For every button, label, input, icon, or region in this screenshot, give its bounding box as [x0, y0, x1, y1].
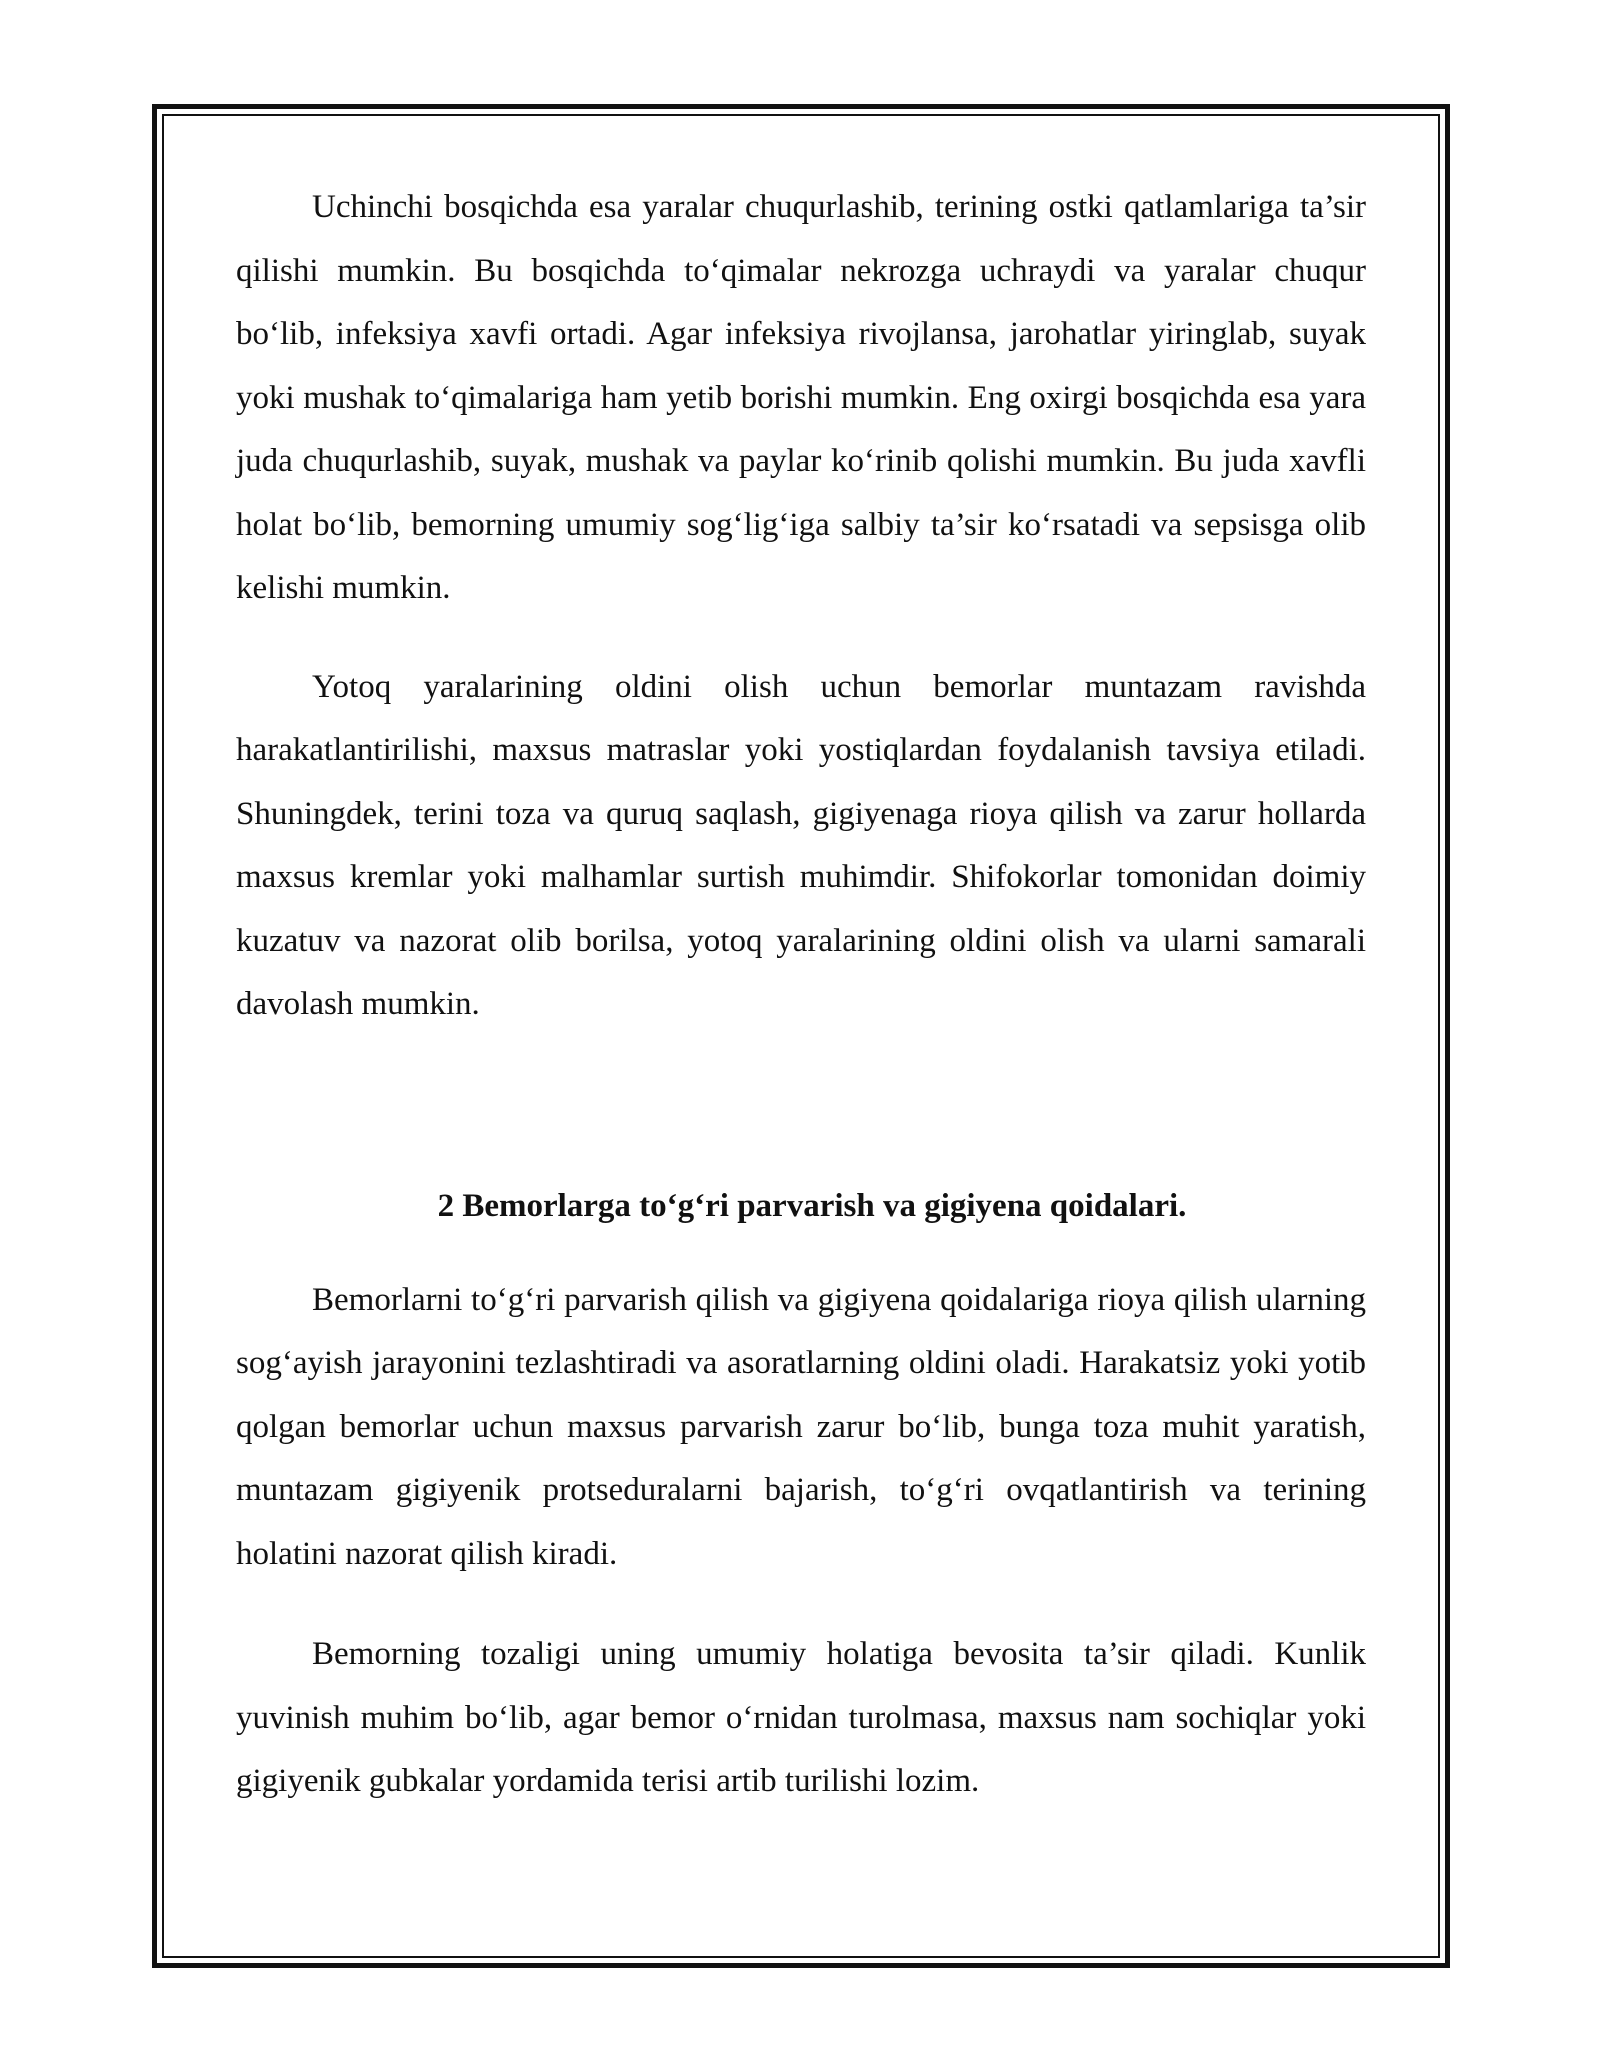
section-heading: 2 Bemorlarga to‘g‘ri parvarish va gigiyena qoidalari.: [437, 1187, 1187, 1224]
paragraph-stages: Uchinchi bosqichda esa yaralar chuqurlashib, terining ostki qatlamlariga ta’sir qilishi mumkin. Bu bosqichda to‘qimalar nekrozga uchraydi va yaralar chuqur bo‘lib, infeksiya xavfi ortadi. Agar infeksiya rivojlansa, jarohatlar yiringlab, suyak yoki mushak to‘qimalariga ham yetib borishi mumkin. Eng oxirgi bosqichda esa yara juda chuqurlashib, suyak, mushak va paylar ko‘rinib qolishi mumkin. Bu juda xavfli holat bo‘lib, bemorning umumiy sog‘lig‘iga salbiy ta’sir ko‘rsatadi va sepsisga olib kelishi mumkin.: [236, 189, 1366, 606]
paragraph-hygiene: Bemorning tozaligi uning umumiy holatiga bevosita ta’sir qiladi. Kunlik yuvinish muhim bo‘lib, agar bemor o‘rnidan turolmasa, maxsus nam sochiqlar yoki gigiyenik gubkalar yordamida terisi artib turilishi lozim.: [236, 1636, 1366, 1799]
paragraph-care-rules: Bemorlarni to‘g‘ri parvarish qilish va gigiyena qoidalariga rioya qilish ularning sog‘ayish jarayonini tezlashtiradi va asoratlarning oldini oladi. Harakatsiz yoki yotib qolgan bemorlar uchun maxsus parvarish zarur bo‘lib, bunga toza muhit yaratish, muntazam gigiyenik protseduralarni bajarish, to‘g‘ri ovqatlantirish va terining holatini nazorat qilish kiradi.: [236, 1281, 1366, 1572]
paragraph-prevention: Yotoq yaralarining oldini olish uchun bemorlar muntazam ravishda harakatlantirilishi, maxsus matraslar yoki yostiqlardan foydalanish tavsiya etiladi. Shuningdek, terini toza va quruq saqlash, gigiyenaga rioya qilish va zarur hollarda maxsus kremlar yoki malhamlar surtish muhimdir. Shifokorlar tomonidan doimiy kuzatuv va nazorat olib borilsa, yotoq yaralarining oldini olish va ularni samarali davolash mumkin.: [236, 668, 1366, 1022]
page-content: [236, 176, 1366, 1814]
